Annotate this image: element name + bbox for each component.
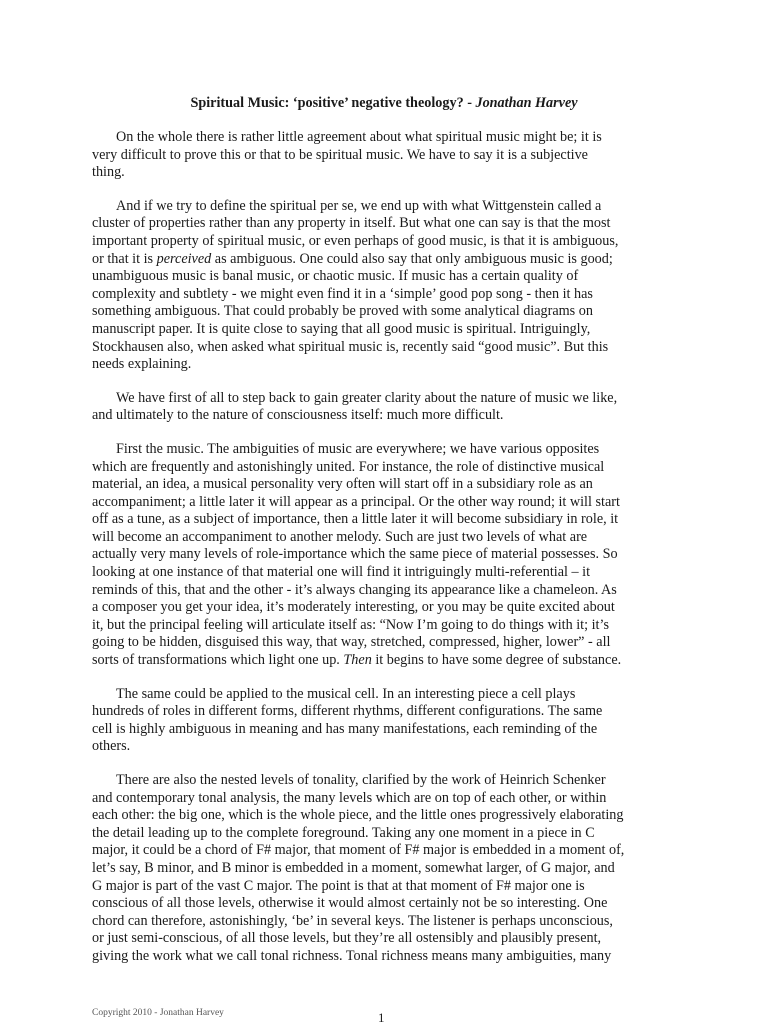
paragraph-4	[92, 441, 676, 670]
emphasis-then: Then	[343, 652, 372, 669]
document-title	[92, 94, 676, 112]
paragraph-2	[92, 198, 676, 374]
paragraph-text: First the music. The ambiguities of music are everywhere; we have various opposites which are frequently and astonishingly united. For instance, the role of distinctive musical material, an idea, a musical personality very often will start off in a subsidiary role as an accompaniment; a little later it will appear as a principal. Or the other way round; it will start off as a tune, as a subject of importance, then a little later it will become subsidiary in role, it will become an accompaniment to another melody. Such are just two levels of what are actually very many levels of role-importance which the same piece of material possesses. So looking at one instance of that material one will find it intriguingly multi-referential – it reminds of this, that and the other - it’s always changing its appearance like a chameleon. As a composer you get your idea, it’s moderately interesting, or you may be quite excited about it, but the principal feeling will articulate itself as: “Now I’m going to do things with it; it’s going to be hidden, disguised this way, that way, stretched, compressed, higher, lower” - all sorts of transformations which light one up.	[92, 440, 620, 669]
paragraph-line: very difficult to prove this or that to be spiritual music. We have to say it is a subjective	[92, 146, 588, 163]
paragraph-line: The same could be applied to the musical cell. In an interesting piece a cell plays	[116, 685, 576, 702]
paragraph-line: the detail leading up to the complete foreground. Taking any one moment in a piece in C	[92, 824, 595, 841]
document-body	[92, 129, 676, 982]
paragraph-line: others.	[92, 738, 131, 755]
paragraph-6	[92, 772, 676, 966]
paragraph-line: or just semi-conscious, of all those levels, but they’re all ostensibly and plausibly present,	[92, 930, 602, 947]
paragraph-line: conscious of all those levels, otherwise it would almost certainly not be so interesting. One	[92, 895, 608, 912]
paragraph-line: thing.	[92, 164, 125, 181]
paragraph-line: G major is part of the vast C major. The point is that at that moment of F# major one is	[92, 877, 585, 894]
emphasis-perceived: perceived	[156, 250, 212, 267]
paragraph-line: major, it could be a chord of F# major, that moment of F# major is embedded in a moment of,	[92, 842, 625, 859]
paragraph-line: We have first of all to step back to gain greater clarity about the nature of music we like,	[116, 389, 618, 406]
paragraph-line: each other: the big one, which is the whole piece, and the little ones progressively elaborating	[92, 807, 624, 824]
page-number: 1	[378, 1010, 385, 1025]
paragraph-text: it begins to have some degree of substance.	[371, 652, 622, 669]
paragraph-line: On the whole there is rather little agreement about what spiritual music might be; it is	[116, 129, 602, 145]
paragraph-1	[92, 129, 676, 182]
paragraph-line: let’s say, B minor, and B minor is embedded in a moment, somewhat larger, of G major, and	[92, 859, 615, 876]
paragraph-line: chord can therefore, astonishingly, ‘be’ in several keys. The listener is perhaps unconscious,	[92, 912, 613, 929]
footer-copyright: Copyright 2010 - Jonathan Harvey	[92, 1008, 224, 1018]
paragraph-line: and ultimately to the nature of consciousness itself: much more difficult.	[92, 407, 504, 424]
paragraph-line: giving the work what we call tonal richness. Tonal richness means many ambiguities, many	[92, 947, 612, 964]
paragraph-line: hundreds of roles in different forms, different rhythms, different configurations. The same	[92, 703, 603, 720]
paragraph-line: There are also the nested levels of tonality, clarified by the work of Heinrich Schenker	[116, 772, 606, 788]
paragraph-line: and contemporary tonal analysis, the many levels which are on top of each other, or within	[92, 789, 607, 806]
title-author: Jonathan Harvey	[475, 95, 578, 111]
paragraph-text: And if we try to define the spiritual per se, we end up with what Wittgenstein called a cluster of properties rather than any property in itself. But what one can say is that the most important property of spiritual music, or even perhaps of good music, is that it is ambiguous, or that it is	[92, 197, 619, 267]
title-main: Spiritual Music: ‘positive’ negative theology? -	[190, 95, 476, 111]
paragraph-3	[92, 390, 676, 425]
paragraph-5	[92, 686, 676, 756]
paragraph-line: cell is highly ambiguous in meaning and has many manifestations, each reminding of the	[92, 720, 598, 737]
paragraph-text: as ambiguous. One could also say that only ambiguous music is good; unambiguous music is banal music, or chaotic music. If music has a certain quality of complexity and subtlety - we might even find it in a ‘simple’ good pop song - then it has something ambiguous. That could probably be proved with some analytical diagrams on manuscript paper. It is quite close to saying that all good music is spiritual. Intriguingly, Stockhausen also, when asked what spiritual music is, recently said “good music”. But this needs explaining.	[92, 250, 613, 373]
